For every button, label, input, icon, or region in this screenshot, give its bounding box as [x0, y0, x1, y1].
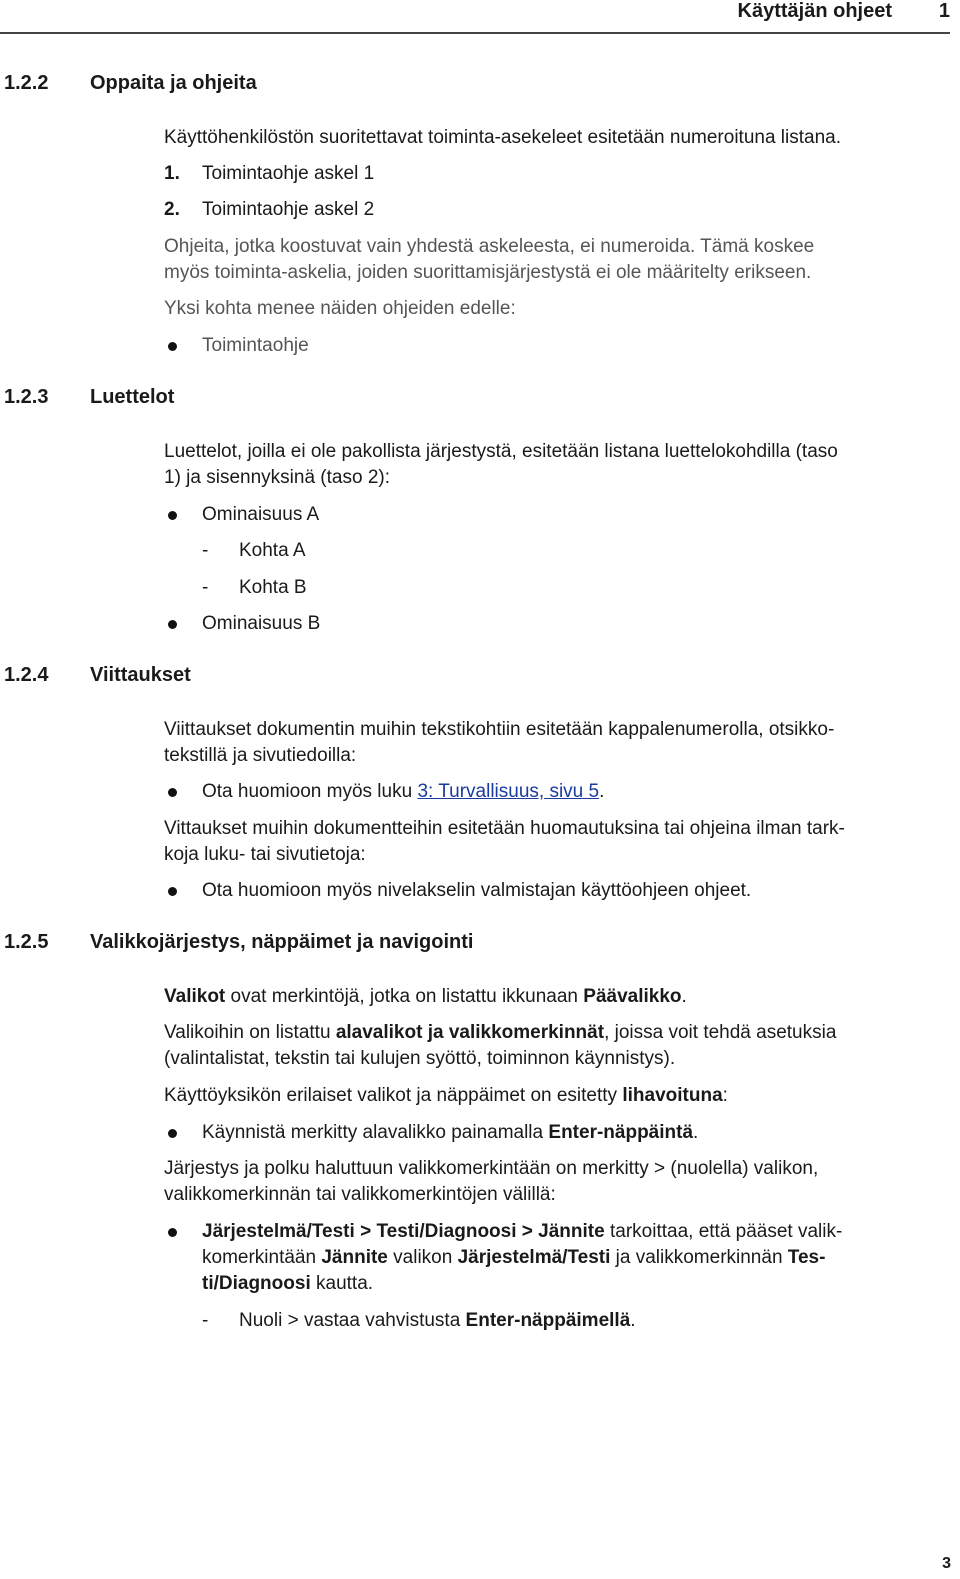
section-number: 1.2.5 — [4, 931, 49, 953]
paragraph-line: (valintalistat, tekstin tai kulujen syöttö, toiminnon käynnistys). — [164, 1048, 676, 1069]
bold-term: > — [516, 1221, 539, 1242]
bold-term: Järjestelmä/Testi — [457, 1247, 611, 1268]
bullet-text: Ominaisuus B — [202, 613, 321, 634]
section-heading-1-2-2 — [4, 72, 257, 95]
bold-term: ti/Diagnoosi — [202, 1273, 311, 1294]
bold-term: Järjestelmä/Testi — [202, 1221, 355, 1242]
bold-term: Tes- — [787, 1247, 826, 1268]
paragraph — [164, 1156, 954, 1208]
bullet-text: Ominaisuus A — [202, 504, 320, 525]
bullet-text — [202, 779, 954, 805]
bullet-item — [164, 779, 954, 805]
section-title: Oppaita ja ohjeita — [90, 72, 257, 94]
page-number: 3 — [942, 1555, 951, 1572]
paragraph-line: tekstillä ja sivutiedoilla: — [164, 745, 357, 766]
bullet-item — [164, 1219, 954, 1297]
paragraph-line: Vittaukset muihin dokumentteihin esitetään huomautuksina tai ohjeina ilman tark- — [164, 818, 845, 839]
numbered-step-2 — [164, 197, 954, 223]
text-part: , joissa voit tehdä asetuksia — [604, 1022, 837, 1043]
sub-item-text: Kohta A — [239, 540, 306, 561]
section-number: 1.2.2 — [4, 72, 49, 94]
paragraph-line — [164, 1020, 954, 1046]
bullet-line — [202, 1219, 954, 1245]
text-part: kautta. — [310, 1273, 374, 1294]
paragraph — [164, 234, 954, 286]
text-part: ja valikkomerkinnän — [610, 1247, 788, 1268]
text-part: Käynnistä merkitty alavalikko painamalla — [202, 1122, 549, 1143]
bullet-icon — [168, 1228, 177, 1237]
bold-term: Valikot — [164, 986, 226, 1007]
section-title: Luettelot — [90, 386, 175, 408]
text-part: . — [630, 1310, 636, 1331]
paragraph — [164, 816, 954, 868]
paragraph — [164, 984, 954, 1010]
sub-item — [164, 575, 954, 601]
header-chapter-number: 1 — [938, 0, 950, 22]
bullet-icon — [168, 511, 177, 520]
paragraph-line: myös toiminta-askelia, joiden suorittamisjärjestystä ei ole määritelty erikseen. — [164, 262, 812, 283]
bullet-text: Toimintaohje — [202, 335, 309, 356]
bullet-line — [202, 1271, 954, 1297]
dash-marker: - — [202, 1310, 209, 1331]
bold-term: Testi/Diagnoosi — [376, 1221, 517, 1242]
bold-term: > — [354, 1221, 377, 1242]
section-number: 1.2.3 — [4, 386, 49, 408]
bullet-text — [202, 1120, 954, 1146]
text-part: komerkintään — [202, 1247, 322, 1268]
paragraph-line: Ohjeita, jotka koostuvat vain yhdestä askeleesta, ei numeroida. Tämä koskee — [164, 236, 815, 257]
paragraph — [164, 1020, 954, 1072]
text-part: Valikoihin on listattu — [164, 1022, 336, 1043]
paragraph — [164, 1083, 954, 1109]
bullet-item — [164, 611, 954, 637]
paragraph-line: koja luku- tai sivutietoja: — [164, 844, 366, 865]
bullet-icon — [168, 788, 177, 797]
cross-reference-link[interactable]: 3: Turvallisuus, sivu 5 — [417, 781, 600, 802]
section-title: Viittaukset — [90, 664, 191, 686]
bullet-text-part: Ota huomioon myös luku — [202, 781, 418, 802]
section-heading-1-2-5 — [4, 931, 473, 954]
bullet-item — [164, 878, 954, 904]
bullet-item — [164, 1120, 954, 1146]
bullet-icon — [168, 1129, 177, 1138]
sub-item-text: Kohta B — [239, 577, 307, 598]
paragraph-line: 1) ja sisennyksinä (taso 2): — [164, 467, 390, 488]
step-number: 2. — [164, 199, 180, 220]
bullet-item — [164, 502, 954, 528]
section-heading-1-2-3 — [4, 386, 174, 409]
paragraph — [164, 439, 954, 491]
section-title: Valikkojärjestys, näppäimet ja navigointi — [90, 931, 474, 953]
bullet-icon — [168, 620, 177, 629]
sub-item-text — [239, 1308, 954, 1334]
numbered-step-1 — [164, 161, 954, 187]
sub-item — [164, 538, 954, 564]
paragraph-line: Viittaukset dokumentin muihin tekstikohtiin esitetään kappalenumerolla, otsikko- — [164, 719, 835, 740]
text-part: valikon — [387, 1247, 458, 1268]
bullet-icon — [168, 342, 177, 351]
step-number: 1. — [164, 163, 180, 184]
bullet-icon — [168, 887, 177, 896]
bold-term: Jännite — [538, 1221, 605, 1242]
text-part: Käyttöyksikön erilaiset valikot ja näppäimet on esitetty — [164, 1085, 623, 1106]
bold-term: alavalikot ja valikkomerkinnät — [335, 1022, 605, 1043]
dash-marker: - — [202, 540, 209, 561]
bold-term: lihavoituna — [622, 1085, 723, 1106]
bullet-text — [202, 1219, 954, 1297]
text-part: : — [722, 1085, 728, 1106]
paragraph-line: Luettelot, joilla ei ole pakollista järjestystä, esitetään listana luettelokohdilla (taso — [164, 441, 838, 462]
bullet-line — [202, 1245, 954, 1271]
bold-term: Päävalikko — [583, 986, 682, 1007]
paragraph: Yksi kohta menee näiden ohjeiden edelle: — [164, 298, 516, 319]
paragraph-line: Järjestys ja polku haluttuun valikkomerkintään on merkitty > (nuolella) valikon, — [164, 1158, 819, 1179]
sub-item — [164, 1308, 954, 1334]
text-part: . — [681, 986, 687, 1007]
bullet-text-part: . — [599, 781, 605, 802]
bold-term: Enter-näppäimellä — [465, 1310, 631, 1331]
step-text: Toimintaohje askel 2 — [202, 199, 375, 220]
paragraph: Käyttöhenkilöstön suoritettavat toiminta-asekeleet esitetään numeroituna listana. — [164, 127, 842, 148]
paragraph — [164, 717, 954, 769]
text-part: tarkoittaa, että pääset valik- — [604, 1221, 843, 1242]
bold-term: Jännite — [321, 1247, 388, 1268]
paragraph-line: valikkomerkinnän tai valikkomerkintöjen välillä: — [164, 1184, 556, 1205]
bullet-item — [164, 333, 954, 359]
section-number: 1.2.4 — [4, 664, 49, 686]
page-header — [0, 0, 950, 34]
text-part: Nuoli > vastaa vahvistusta — [239, 1310, 466, 1331]
text-part: . — [693, 1122, 699, 1143]
text-part: ovat merkintöjä, jotka on listattu ikkunaan — [225, 986, 584, 1007]
step-text: Toimintaohje askel 1 — [202, 163, 375, 184]
dash-marker: - — [202, 577, 209, 598]
section-heading-1-2-4 — [4, 664, 191, 687]
header-title: Käyttäjän ohjeet — [737, 0, 892, 22]
bullet-text: Ota huomioon myös nivelakselin valmistajan käyttöohjeen ohjeet. — [202, 880, 752, 901]
bold-term: Enter-näppäintä — [548, 1122, 694, 1143]
